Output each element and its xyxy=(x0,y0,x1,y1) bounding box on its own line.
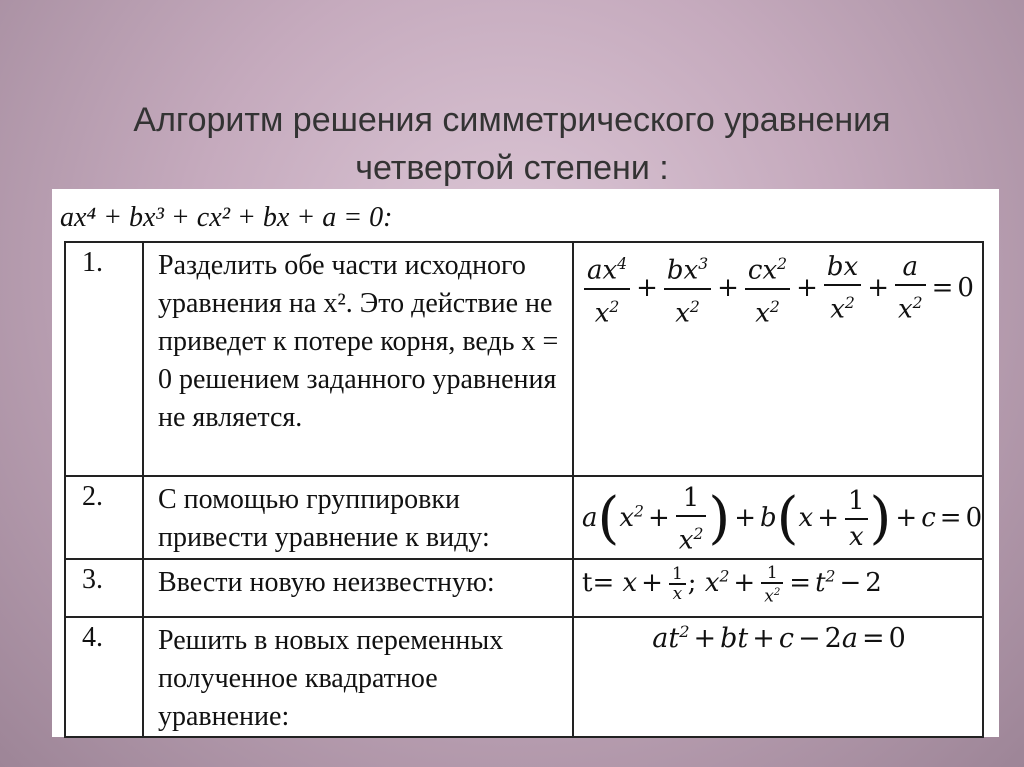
algorithm-table xyxy=(64,241,984,738)
title-line-1: Алгоритм решения симметрического уравнения xyxy=(133,101,891,139)
step-formula xyxy=(573,476,983,559)
table-row xyxy=(65,559,983,617)
symmetric-equation-text: ax⁴ + bx³ + cx² + bx + a = 0: xyxy=(60,202,393,233)
formula-substitution: t= x + $\frac{1}{x}$ ; $x^2$ + $\frac{1}{x^2}$ = $t^2 - 2$ xyxy=(582,562,882,607)
step-formula xyxy=(573,559,983,617)
table-row xyxy=(65,476,983,559)
symmetric-equation xyxy=(60,195,392,239)
step-description: Решить в новых переменных полученное квадратное уравнение: xyxy=(143,617,573,737)
step-number: 4. xyxy=(65,617,143,737)
title-line-2: четвертой степени : xyxy=(355,149,669,187)
slide-title xyxy=(40,96,984,192)
step-description: Разделить обе части исходного уравнения на x². Это действие не приведет к потере корня, ведь x = 0 решением заданного уравнения не является. xyxy=(143,242,573,476)
formula-divide-by-x2: $\frac{ax^4}{x^2}$ + $\frac{bx^3}{x^2}$ + $\frac{cx^2}{x^2}$ + $\frac{bx}{x^2}$ + $\frac{a}{x^2}$ = 0 xyxy=(582,273,974,303)
formula-grouping: $a(x^2$ + $\frac{1}{x^2}$ ) + b(x + $\frac{1}{x}$ ) + c = 0 xyxy=(582,483,983,556)
step-number: 2. xyxy=(65,476,143,559)
formula-quadratic: $at^2$ + bt + c − 2a = 0 xyxy=(652,621,906,654)
table-row xyxy=(65,617,983,737)
table-row xyxy=(65,242,983,476)
step-formula xyxy=(573,242,983,476)
step-formula xyxy=(573,617,983,737)
step-number: 1. xyxy=(65,242,143,476)
step-number: 3. xyxy=(65,559,143,617)
step-description: Ввести новую неизвестную: xyxy=(143,559,573,617)
step-description: С помощью группировки привести уравнение к виду: xyxy=(143,476,573,559)
